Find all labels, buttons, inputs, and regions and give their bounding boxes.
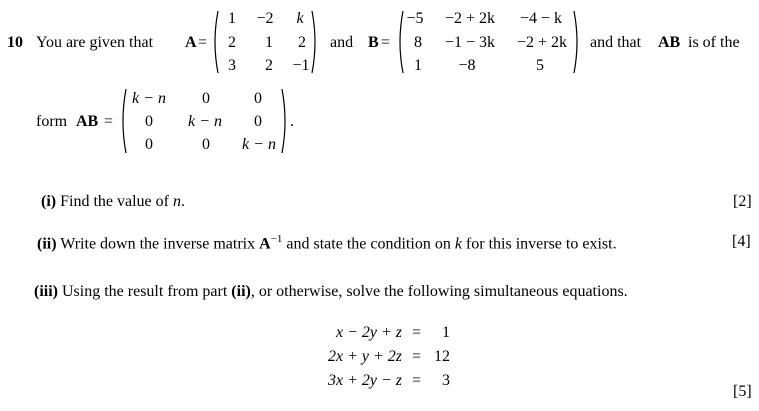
- matrix-a-cell: −1: [292, 57, 310, 74]
- is-of-the-text: is of the: [688, 34, 740, 51]
- part-label: (ii): [37, 235, 57, 253]
- matrix-ab-cell: 0: [145, 136, 153, 153]
- matrix-ab-cell: 0: [254, 113, 262, 130]
- matrix-a-cell: k: [296, 10, 304, 27]
- equation-lhs: 3x + 2y − z: [327, 372, 402, 389]
- matrix-b-cell: 5: [536, 57, 544, 74]
- matrix-ab-cell: k − n: [188, 113, 222, 130]
- part-end: .: [180, 193, 185, 210]
- variable-k: k: [454, 235, 462, 253]
- matrix-ab-cell: 0: [202, 90, 210, 107]
- period: .: [290, 113, 294, 130]
- matrix-b-cell: −8: [458, 57, 476, 74]
- matrix-ab-cell: k − n: [242, 136, 276, 153]
- product-name: AB: [658, 34, 681, 51]
- matrix-b-cell: 8: [414, 34, 422, 51]
- part-label: (i): [41, 193, 57, 210]
- part-text: and state the condition on: [286, 235, 451, 253]
- inverse-matrix-name: A: [259, 235, 271, 253]
- form-word: form: [36, 113, 68, 130]
- variable-n: n: [172, 193, 181, 210]
- equals-sign: =: [381, 34, 391, 51]
- question-intro: You are given that: [36, 34, 154, 51]
- equation-equals: =: [412, 372, 422, 389]
- equals-sign: =: [104, 113, 114, 130]
- product-name: AB: [76, 113, 99, 130]
- matrix-ab-cell: 0: [145, 113, 153, 130]
- matrix-a-name: A: [185, 34, 197, 51]
- matrix-ab-cell: 0: [254, 90, 262, 107]
- marks-badge: [5]: [733, 383, 752, 400]
- equation-lhs: x − 2y + z: [335, 324, 402, 341]
- and-that-text: and that: [590, 34, 642, 51]
- equation-equals: =: [412, 324, 422, 341]
- part-text: for this inverse to exist.: [465, 235, 617, 253]
- equation-lhs: 2x + y + 2z: [327, 348, 402, 365]
- matrix-a-cell: 1: [228, 10, 236, 27]
- matrix-ab-right-bracket: [280, 88, 290, 154]
- inverse-exponent: −1: [270, 233, 283, 245]
- matrix-b-cell: −1 − 3k: [444, 34, 496, 51]
- part-text: , or otherwise, solve the following simultaneous equations.: [250, 283, 628, 300]
- part-label: (iii): [34, 283, 58, 300]
- matrix-b-cell: −4 − k: [519, 10, 563, 27]
- and-word: and: [330, 34, 354, 51]
- part-text: Find the value of: [60, 193, 169, 210]
- matrix-b-right-bracket: [572, 10, 582, 74]
- matrix-a-cell: 3: [228, 57, 236, 74]
- equation-rhs: 12: [434, 348, 450, 365]
- equation-rhs: 1: [442, 324, 450, 341]
- matrix-a-cell: 2: [265, 57, 273, 74]
- part-text: Write down the inverse matrix: [60, 235, 256, 253]
- matrix-b-cell: −2 + 2k: [516, 34, 568, 51]
- matrix-b-cell: −5: [406, 10, 424, 27]
- part-ii: [37, 233, 617, 253]
- equation-equals: =: [412, 348, 422, 365]
- part-text: Using the result from part: [62, 283, 228, 300]
- equals-sign: =: [198, 34, 208, 51]
- matrix-a-right-bracket: [310, 10, 320, 74]
- matrix-b-name: B: [368, 34, 379, 51]
- matrix-b-cell: −2 + 2k: [444, 10, 496, 27]
- question-number: 10: [7, 34, 23, 51]
- matrix-a-cell: 1: [265, 34, 273, 51]
- part-reference: (ii): [231, 283, 251, 300]
- matrix-ab-cell: k − n: [132, 90, 166, 107]
- matrix-a-cell: 2: [228, 34, 236, 51]
- matrix-a-cell: −2: [256, 10, 274, 27]
- marks-badge: [2]: [733, 193, 752, 210]
- matrix-a-left-bracket: [210, 10, 220, 74]
- part-iii: [34, 283, 628, 301]
- matrix-a-cell: 2: [298, 34, 306, 51]
- marks-badge: [4]: [732, 233, 751, 250]
- matrix-ab-cell: 0: [202, 136, 210, 153]
- equation-rhs: 3: [442, 372, 450, 389]
- matrix-b-cell: 1: [414, 57, 422, 74]
- part-i: [41, 193, 185, 211]
